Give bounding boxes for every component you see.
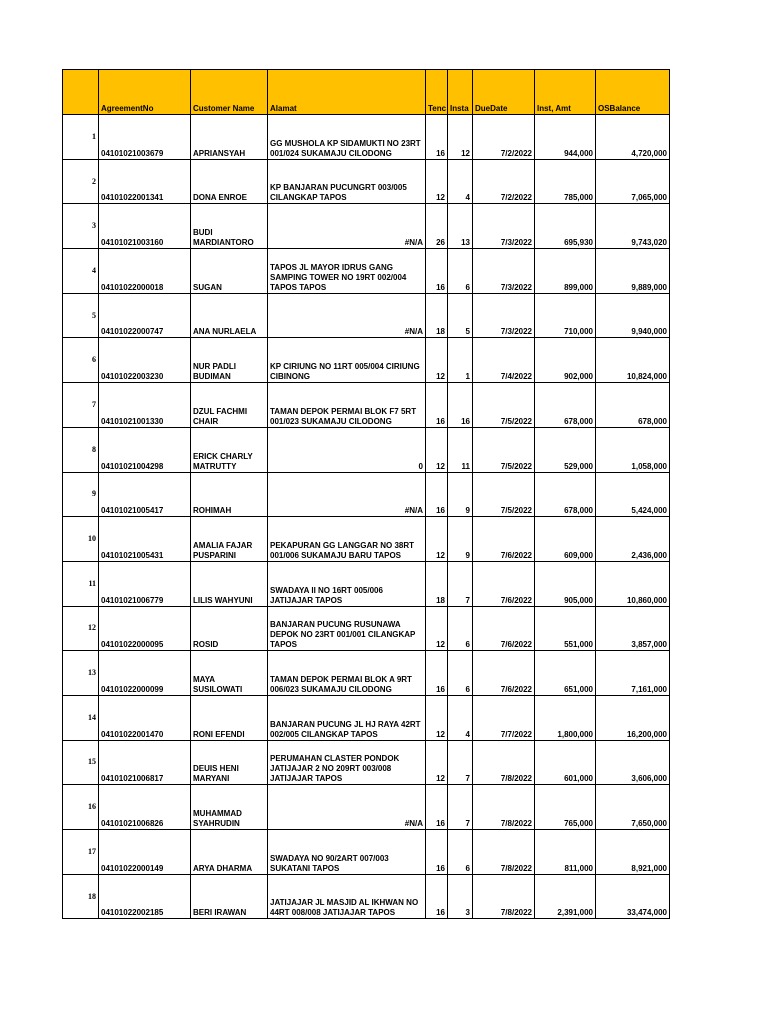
inst-amt-cell[interactable]: 785,000 — [535, 159, 596, 204]
os-balance-cell[interactable]: 16,200,000 — [596, 695, 670, 740]
agreement-table — [62, 69, 670, 919]
insta-cell[interactable]: 3 — [448, 874, 473, 919]
customer-name-cell[interactable]: BERI IRAWAN — [191, 874, 268, 919]
customer-name-cell[interactable]: BUDI MARDIANTORO — [191, 204, 268, 249]
table-row — [63, 517, 670, 562]
table-row — [63, 249, 670, 294]
table-row — [63, 606, 670, 651]
tenor-cell[interactable]: 12 — [426, 695, 448, 740]
tenor-cell[interactable]: 18 — [426, 561, 448, 606]
table-row — [63, 472, 670, 517]
tenor-cell[interactable]: 12 — [426, 159, 448, 204]
row-number[interactable]: 7 — [63, 383, 99, 428]
alamat-cell[interactable]: #N/A — [268, 785, 426, 830]
agreement-no-cell[interactable]: 04101022000018 — [99, 249, 191, 294]
row-number[interactable]: 13 — [63, 651, 99, 696]
due-date-cell[interactable]: 7/3/2022 — [473, 293, 535, 338]
insta-cell[interactable]: 9 — [448, 517, 473, 562]
customer-name-cell[interactable]: ROSID — [191, 606, 268, 651]
os-balance-cell[interactable]: 3,857,000 — [596, 606, 670, 651]
agreement-no-cell[interactable]: 04101021006817 — [99, 740, 191, 785]
customer-name-cell[interactable]: ARYA DHARMA — [191, 830, 268, 875]
header-row — [63, 70, 670, 115]
table-row — [63, 159, 670, 204]
tenor-cell[interactable]: 18 — [426, 293, 448, 338]
os-balance-cell[interactable]: 33,474,000 — [596, 874, 670, 919]
agreement-no-cell[interactable]: 04101022001470 — [99, 695, 191, 740]
table-row — [63, 651, 670, 696]
inst-amt-cell[interactable]: 899,000 — [535, 249, 596, 294]
inst-amt-cell[interactable]: 651,000 — [535, 651, 596, 696]
tenor-cell[interactable]: 16 — [426, 874, 448, 919]
customer-name-cell[interactable]: RONI EFENDI — [191, 695, 268, 740]
table-row — [63, 830, 670, 875]
insta-cell[interactable]: 9 — [448, 472, 473, 517]
due-date-cell[interactable]: 7/7/2022 — [473, 695, 535, 740]
tenor-cell[interactable]: 12 — [426, 606, 448, 651]
os-balance-cell[interactable]: 9,940,000 — [596, 293, 670, 338]
tenor-cell[interactable]: 12 — [426, 338, 448, 383]
customer-name-cell[interactable]: ROHIMAH — [191, 472, 268, 517]
insta-cell[interactable]: 7 — [448, 740, 473, 785]
row-number[interactable]: 8 — [63, 427, 99, 472]
os-balance-cell[interactable]: 7,650,000 — [596, 785, 670, 830]
due-date-cell[interactable]: 7/6/2022 — [473, 606, 535, 651]
table-row — [63, 740, 670, 785]
inst-amt-cell[interactable]: 601,000 — [535, 740, 596, 785]
os-balance-cell[interactable]: 678,000 — [596, 383, 670, 428]
inst-amt-cell[interactable]: 551,000 — [535, 606, 596, 651]
agreement-no-cell[interactable]: 04101022002185 — [99, 874, 191, 919]
tenor-cell[interactable]: 16 — [426, 249, 448, 294]
alamat-cell[interactable]: 0 — [268, 427, 426, 472]
agreement-no-cell[interactable]: 04101021001330 — [99, 383, 191, 428]
customer-name-cell[interactable]: NUR PADLI BUDIMAN — [191, 338, 268, 383]
insta-cell[interactable]: 16 — [448, 383, 473, 428]
agreement-no-cell[interactable]: 04101021004298 — [99, 427, 191, 472]
table-row — [63, 561, 670, 606]
tenor-cell[interactable]: 12 — [426, 740, 448, 785]
due-date-cell[interactable]: 7/5/2022 — [473, 427, 535, 472]
row-number[interactable]: 1 — [63, 115, 99, 160]
row-number[interactable]: 14 — [63, 695, 99, 740]
alamat-cell[interactable]: #N/A — [268, 204, 426, 249]
header-no[interactable] — [63, 70, 99, 115]
tenor-cell[interactable]: 16 — [426, 651, 448, 696]
agreement-no-cell[interactable]: 04101021006779 — [99, 561, 191, 606]
alamat-cell[interactable]: TAPOS JL MAYOR IDRUS GANG SAMPING TOWER NO 19RT 002/004 TAPOS TAPOS — [268, 249, 426, 294]
inst-amt-cell[interactable]: 2,391,000 — [535, 874, 596, 919]
due-date-cell[interactable]: 7/5/2022 — [473, 472, 535, 517]
alamat-cell[interactable]: SWADAYA NO 90/2ART 007/003 SUKATANI TAPOS — [268, 830, 426, 875]
agreement-no-cell[interactable]: 04101021005417 — [99, 472, 191, 517]
row-number[interactable]: 11 — [63, 561, 99, 606]
row-number[interactable]: 3 — [63, 204, 99, 249]
row-number[interactable]: 18 — [63, 874, 99, 919]
due-date-cell[interactable]: 7/2/2022 — [473, 159, 535, 204]
customer-name-cell[interactable]: DEUIS HENI MARYANI — [191, 740, 268, 785]
customer-name-cell[interactable]: LILIS WAHYUNI — [191, 561, 268, 606]
row-number[interactable]: 2 — [63, 159, 99, 204]
insta-cell[interactable]: 13 — [448, 204, 473, 249]
customer-name-cell[interactable]: SUGAN — [191, 249, 268, 294]
customer-name-cell[interactable]: MUHAMMAD SYAHRUDIN — [191, 785, 268, 830]
alamat-cell[interactable]: KP BANJARAN PUCUNGRT 003/005 CILANGKAP TAPOS — [268, 159, 426, 204]
agreement-no-cell[interactable]: 04101022003230 — [99, 338, 191, 383]
customer-name-cell[interactable]: ANA NURLAELA — [191, 293, 268, 338]
insta-cell[interactable]: 7 — [448, 785, 473, 830]
insta-cell[interactable]: 6 — [448, 249, 473, 294]
alamat-cell[interactable]: BANJARAN PUCUNG JL HJ RAYA 42RT 002/005 CILANGKAP TAPOS — [268, 695, 426, 740]
tenor-cell[interactable]: 12 — [426, 427, 448, 472]
agreement-no-cell[interactable]: 04101022000747 — [99, 293, 191, 338]
insta-cell[interactable]: 5 — [448, 293, 473, 338]
agreement-no-cell[interactable]: 04101021003679 — [99, 115, 191, 160]
table-row — [63, 695, 670, 740]
header-insta[interactable]: Insta — [448, 70, 473, 115]
due-date-cell[interactable]: 7/6/2022 — [473, 561, 535, 606]
due-date-cell[interactable]: 7/5/2022 — [473, 383, 535, 428]
due-date-cell[interactable]: 7/6/2022 — [473, 651, 535, 696]
insta-cell[interactable]: 4 — [448, 695, 473, 740]
table-row — [63, 427, 670, 472]
inst-amt-cell[interactable]: 678,000 — [535, 472, 596, 517]
insta-cell[interactable]: 11 — [448, 427, 473, 472]
agreement-no-cell[interactable]: 04101021003160 — [99, 204, 191, 249]
due-date-cell[interactable]: 7/8/2022 — [473, 740, 535, 785]
alamat-cell[interactable]: PEKAPURAN GG LANGGAR NO 38RT 001/006 SUKAMAJU BARU TAPOS — [268, 517, 426, 562]
tenor-cell[interactable]: 16 — [426, 383, 448, 428]
customer-name-cell[interactable]: DZUL FACHMI CHAIR — [191, 383, 268, 428]
insta-cell[interactable]: 1 — [448, 338, 473, 383]
table-row — [63, 338, 670, 383]
agreement-no-cell[interactable]: 04101022001341 — [99, 159, 191, 204]
inst-amt-cell[interactable]: 1,800,000 — [535, 695, 596, 740]
inst-amt-cell[interactable]: 811,000 — [535, 830, 596, 875]
os-balance-cell[interactable]: 10,824,000 — [596, 338, 670, 383]
insta-cell[interactable]: 4 — [448, 159, 473, 204]
os-balance-cell[interactable]: 1,058,000 — [596, 427, 670, 472]
os-balance-cell[interactable]: 3,606,000 — [596, 740, 670, 785]
inst-amt-cell[interactable]: 609,000 — [535, 517, 596, 562]
due-date-cell[interactable]: 7/6/2022 — [473, 517, 535, 562]
row-number[interactable]: 4 — [63, 249, 99, 294]
inst-amt-cell[interactable]: 902,000 — [535, 338, 596, 383]
os-balance-cell[interactable]: 9,889,000 — [596, 249, 670, 294]
due-date-cell[interactable]: 7/2/2022 — [473, 115, 535, 160]
agreement-no-cell[interactable]: 04101022000149 — [99, 830, 191, 875]
row-number[interactable]: 15 — [63, 740, 99, 785]
table-row — [63, 383, 670, 428]
agreement-no-cell[interactable]: 04101022000095 — [99, 606, 191, 651]
agreement-no-cell[interactable]: 04101021006826 — [99, 785, 191, 830]
header-alamat[interactable]: Alamat — [268, 70, 426, 115]
tenor-cell[interactable]: 26 — [426, 204, 448, 249]
tenor-cell[interactable]: 12 — [426, 517, 448, 562]
due-date-cell[interactable]: 7/3/2022 — [473, 249, 535, 294]
due-date-cell[interactable]: 7/8/2022 — [473, 785, 535, 830]
row-number[interactable]: 12 — [63, 606, 99, 651]
agreement-no-cell[interactable]: 04101022000099 — [99, 651, 191, 696]
inst-amt-cell[interactable]: 765,000 — [535, 785, 596, 830]
inst-amt-cell[interactable]: 710,000 — [535, 293, 596, 338]
header-os-balance[interactable]: OSBalance — [596, 70, 670, 115]
alamat-cell[interactable]: BANJARAN PUCUNG RUSUNAWA DEPOK NO 23RT 001/001 CILANGKAP TAPOS — [268, 606, 426, 651]
alamat-cell[interactable]: GG MUSHOLA KP SIDAMUKTI NO 23RT 001/024 SUKAMAJU CILODONG — [268, 115, 426, 160]
header-agreement-no[interactable]: AgreementNo — [99, 70, 191, 115]
customer-name-cell[interactable]: AMALIA FAJAR PUSPARINI — [191, 517, 268, 562]
inst-amt-cell[interactable]: 695,930 — [535, 204, 596, 249]
header-due-date[interactable]: DueDate — [473, 70, 535, 115]
customer-name-cell[interactable]: DONA ENROE — [191, 159, 268, 204]
alamat-cell[interactable]: #N/A — [268, 293, 426, 338]
due-date-cell[interactable]: 7/8/2022 — [473, 874, 535, 919]
inst-amt-cell[interactable]: 529,000 — [535, 427, 596, 472]
insta-cell[interactable]: 6 — [448, 830, 473, 875]
tenor-cell[interactable]: 16 — [426, 472, 448, 517]
customer-name-cell[interactable]: ERICK CHARLY MATRUTTY — [191, 427, 268, 472]
inst-amt-cell[interactable]: 944,000 — [535, 115, 596, 160]
row-number[interactable]: 6 — [63, 338, 99, 383]
row-number[interactable]: 17 — [63, 830, 99, 875]
tenor-cell[interactable]: 16 — [426, 785, 448, 830]
alamat-cell[interactable]: JATIJAJAR JL MASJID AL IKHWAN NO 44RT 008/008 JATIJAJAR TAPOS — [268, 874, 426, 919]
table-row — [63, 293, 670, 338]
due-date-cell[interactable]: 7/8/2022 — [473, 830, 535, 875]
os-balance-cell[interactable]: 10,860,000 — [596, 561, 670, 606]
row-number[interactable]: 9 — [63, 472, 99, 517]
inst-amt-cell[interactable]: 905,000 — [535, 561, 596, 606]
insta-cell[interactable]: 6 — [448, 606, 473, 651]
os-balance-cell[interactable]: 4,720,000 — [596, 115, 670, 160]
tenor-cell[interactable]: 16 — [426, 830, 448, 875]
os-balance-cell[interactable]: 7,161,000 — [596, 651, 670, 696]
due-date-cell[interactable]: 7/3/2022 — [473, 204, 535, 249]
table-row — [63, 785, 670, 830]
alamat-cell[interactable]: TAMAN DEPOK PERMAI BLOK F7 5RT 001/023 SUKAMAJU CILODONG — [268, 383, 426, 428]
row-number[interactable]: 16 — [63, 785, 99, 830]
os-balance-cell[interactable]: 2,436,000 — [596, 517, 670, 562]
header-inst-amt[interactable]: Inst, Amt — [535, 70, 596, 115]
customer-name-cell[interactable]: APRIANSYAH — [191, 115, 268, 160]
header-customer-name[interactable]: Customer Name — [191, 70, 268, 115]
tenor-cell[interactable]: 16 — [426, 115, 448, 160]
row-number[interactable]: 10 — [63, 517, 99, 562]
os-balance-cell[interactable]: 5,424,000 — [596, 472, 670, 517]
insta-cell[interactable]: 6 — [448, 651, 473, 696]
insta-cell[interactable]: 7 — [448, 561, 473, 606]
customer-name-cell[interactable]: MAYA SUSILOWATI — [191, 651, 268, 696]
alamat-cell[interactable]: KP CIRIUNG NO 11RT 005/004 CIRIUNG CIBINONG — [268, 338, 426, 383]
os-balance-cell[interactable]: 7,065,000 — [596, 159, 670, 204]
alamat-cell[interactable]: PERUMAHAN CLASTER PONDOK JATIJAJAR 2 NO 209RT 003/008 JATIJAJAR TAPOS — [268, 740, 426, 785]
os-balance-cell[interactable]: 8,921,000 — [596, 830, 670, 875]
insta-cell[interactable]: 12 — [448, 115, 473, 160]
table-row — [63, 874, 670, 919]
table-row — [63, 204, 670, 249]
inst-amt-cell[interactable]: 678,000 — [535, 383, 596, 428]
os-balance-cell[interactable]: 9,743,020 — [596, 204, 670, 249]
header-tenor[interactable]: Tenc — [426, 70, 448, 115]
row-number[interactable]: 5 — [63, 293, 99, 338]
agreement-no-cell[interactable]: 04101021005431 — [99, 517, 191, 562]
alamat-cell[interactable]: #N/A — [268, 472, 426, 517]
table-row — [63, 115, 670, 160]
alamat-cell[interactable]: SWADAYA II NO 16RT 005/006 JATIJAJAR TAPOS — [268, 561, 426, 606]
alamat-cell[interactable]: TAMAN DEPOK PERMAI BLOK A 9RT 006/023 SUKAMAJU CILODONG — [268, 651, 426, 696]
due-date-cell[interactable]: 7/4/2022 — [473, 338, 535, 383]
